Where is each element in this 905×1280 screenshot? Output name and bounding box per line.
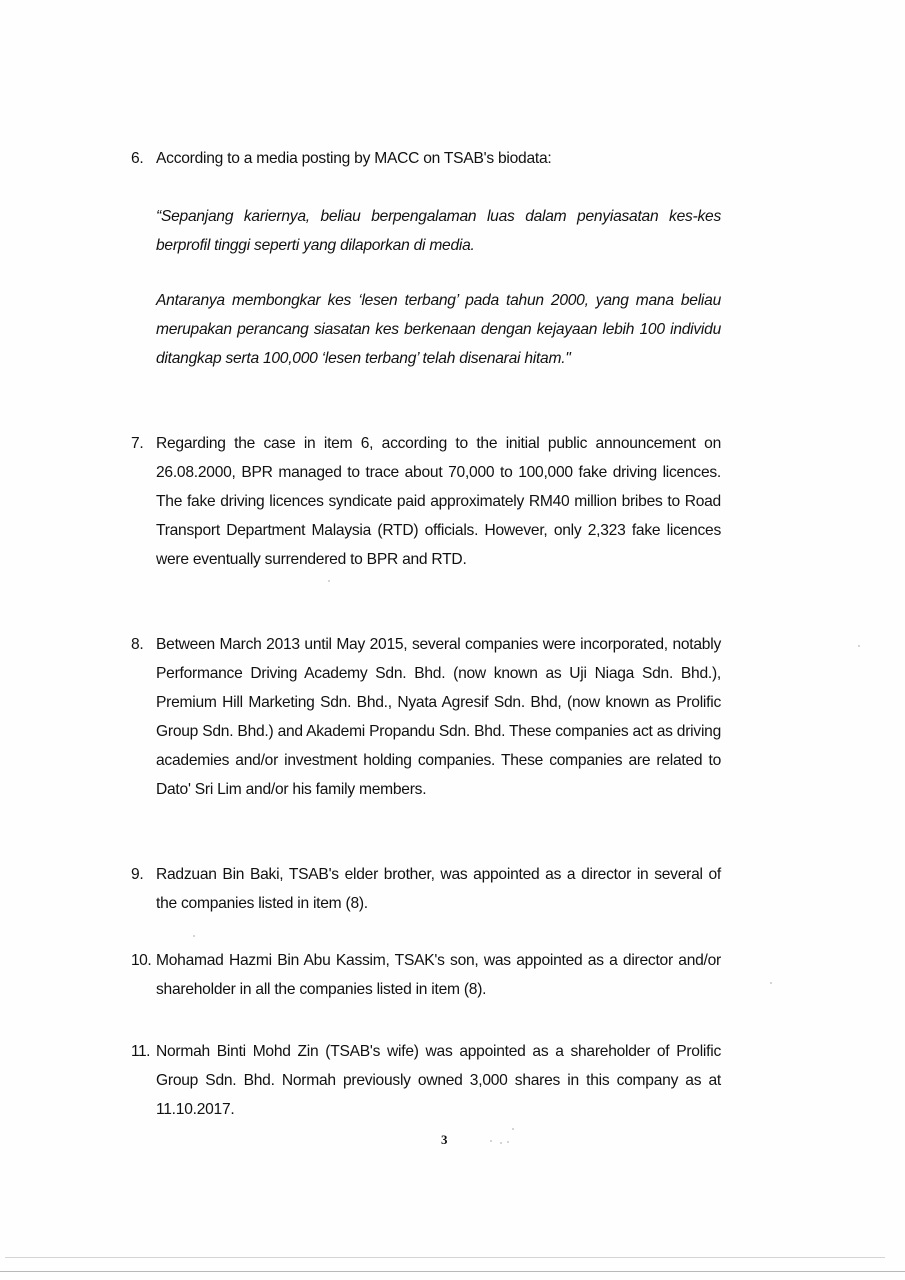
item-number: 8. (131, 636, 144, 653)
item-text: According to a media posting by MACC on TSAB's biodata: (156, 150, 552, 167)
list-item-6 (131, 144, 721, 173)
item-number: 9. (131, 866, 144, 883)
scan-artifact (490, 1140, 492, 1142)
item-text: Regarding the case in item 6, according to the initial public announcement on 26.08.2000, BPR managed to trace about 70,000 to 100,000 fake driving licences. The fake driving licences syndicate paid approximately RM40 million bribes to Road Transport Department Malaysia (RTD) officials. However, only 2,323 fake licences were eventually surrendered to BPR and RTD. (156, 435, 721, 568)
list-item-8 (131, 630, 721, 804)
list-item-9 (131, 860, 721, 918)
item-number: 6. (131, 150, 144, 167)
scan-artifact (328, 580, 330, 582)
item-text: Mohamad Hazmi Bin Abu Kassim, TSAK's son, was appointed as a director and/or shareholder in all the companies listed in item (8). (156, 952, 721, 998)
page-number: 3 (441, 1132, 448, 1147)
quoted-paragraph-2: Antaranya membongkar kes ‘lesen terbang’ pada tahun 2000, yang mana beliau merupakan perancang siasatan kes berkenaan dengan kejayaan lebih 100 individu ditangkap serta 100,000 ‘lesen terbang’ telah disenarai hitam." (156, 292, 721, 367)
item-number: 11. (131, 1043, 151, 1060)
scan-artifact (858, 645, 860, 647)
scan-edge-line (5, 1257, 885, 1258)
item-number: 7. (131, 435, 144, 452)
scan-artifact (512, 1128, 514, 1130)
list-item-11 (131, 1037, 721, 1124)
list-item-7 (131, 429, 721, 574)
item-text: Normah Binti Mohd Zin (TSAB's wife) was appointed as a shareholder of Prolific Group Sdn. Bhd. Normah previously owned 3,000 shares in this company as at 11.10.2017. (156, 1043, 721, 1118)
quoted-paragraph-1: “Sepanjang kariernya, beliau berpengalaman luas dalam penyiasatan kes-kes berprofil tinggi seperti yang dilaporkan di media. (156, 208, 721, 254)
scan-artifact (770, 982, 772, 984)
scan-artifact (500, 1142, 502, 1144)
scan-artifact (193, 935, 195, 937)
scan-edge-line (0, 1271, 905, 1272)
item-text: Between March 2013 until May 2015, several companies were incorporated, notably Performance Driving Academy Sdn. Bhd. (now known as Uji Niaga Sdn. Bhd.), Premium Hill Marketing Sdn. Bhd., Nyata Agresif Sdn. Bhd, (now known as Prolific Group Sdn. Bhd.) and Akademi Propandu Sdn. Bhd. These companies act as driving academies and/or investment holding companies. These companies are related to Dato' Sri Lim and/or his family members. (156, 636, 721, 798)
item-number: 10. (131, 952, 152, 969)
list-item-10 (131, 946, 721, 1004)
scan-artifact (507, 1141, 509, 1143)
item-text: Radzuan Bin Baki, TSAB's elder brother, was appointed as a director in several of the companies listed in item (8). (156, 866, 721, 912)
